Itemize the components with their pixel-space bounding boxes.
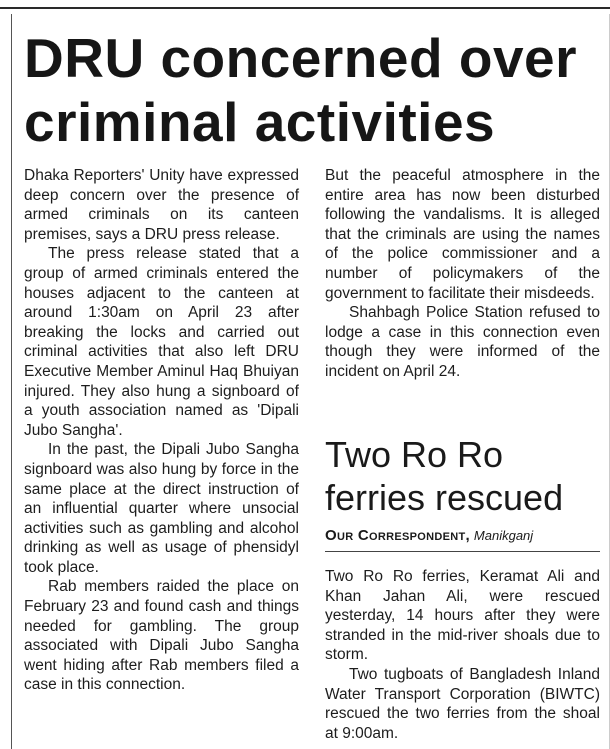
article1-paragraph-1: Dhaka Reporters' Unity have expressed deep concern over the presence of armed criminals on its canteen premises, says a DRU press release. [24,167,299,243]
headline-ferries: Two Ro Ro ferries rescued [325,434,564,518]
column-rule-left [11,14,12,749]
article1-paragraph-3: In the past, the Dipali Jubo Sangha signboard was also hung by force in the same place at the direct instruction of an influential quarter where unsocial activities such as gambling and alcohol drinking as well as usage of phensidyl took place. [24,441,299,576]
article2-body [325,567,600,743]
byline [325,526,600,545]
byline-rule [325,551,600,552]
article1-paragraph-2: The press release stated that a group of armed criminals entered the houses adjacent to the canteen at around 1:30am on April 23 after breaking the locks and carried out criminal activities that also left DRU Executive Member Aminul Haq Bhuiyan injured. They also hung a signboard of a youth association named as 'Dipali Jubo Sangha'. [24,245,299,439]
byline-place: Manikganj [473,528,534,543]
article1-paragraph-4: Rab members raided the place on February 23 and found cash and things needed for gambling. The group associated with Dipali Jubo Sangha went hiding after Rab members filed a case in this connection. [24,578,299,694]
article2-paragraph-2: Two tugboats of Bangladesh Inland Water Transport Corporation (BIWTC) rescued the two ferries from the shoal at 9:00am. [325,665,600,742]
article2-paragraph-1: Two Ro Ro ferries, Keramat Ali and Khan Jahan Ali, were rescued yesterday, 14 hours after they were stranded in the mid-river shoals due to storm. [325,568,600,664]
byline-author: Our Correspondent, [325,527,471,544]
article1-body-column-right [325,166,600,382]
article1-paragraph-5: But the peaceful atmosphere in the entire area has now been disturbed following the vandalisms. It is alleged that the criminals are using the names of the police commissioner and a number of policymakers of the government to facilitate their misdeeds. [325,167,600,302]
article1-body-column-left [24,166,299,695]
headline-dru: DRU concerned over criminal activities [24,27,578,153]
top-rule [0,7,610,9]
article1-paragraph-6: Shahbagh Police Station refused to lodge a case in this connection even though they were informed of the incident on April 24. [325,304,600,380]
